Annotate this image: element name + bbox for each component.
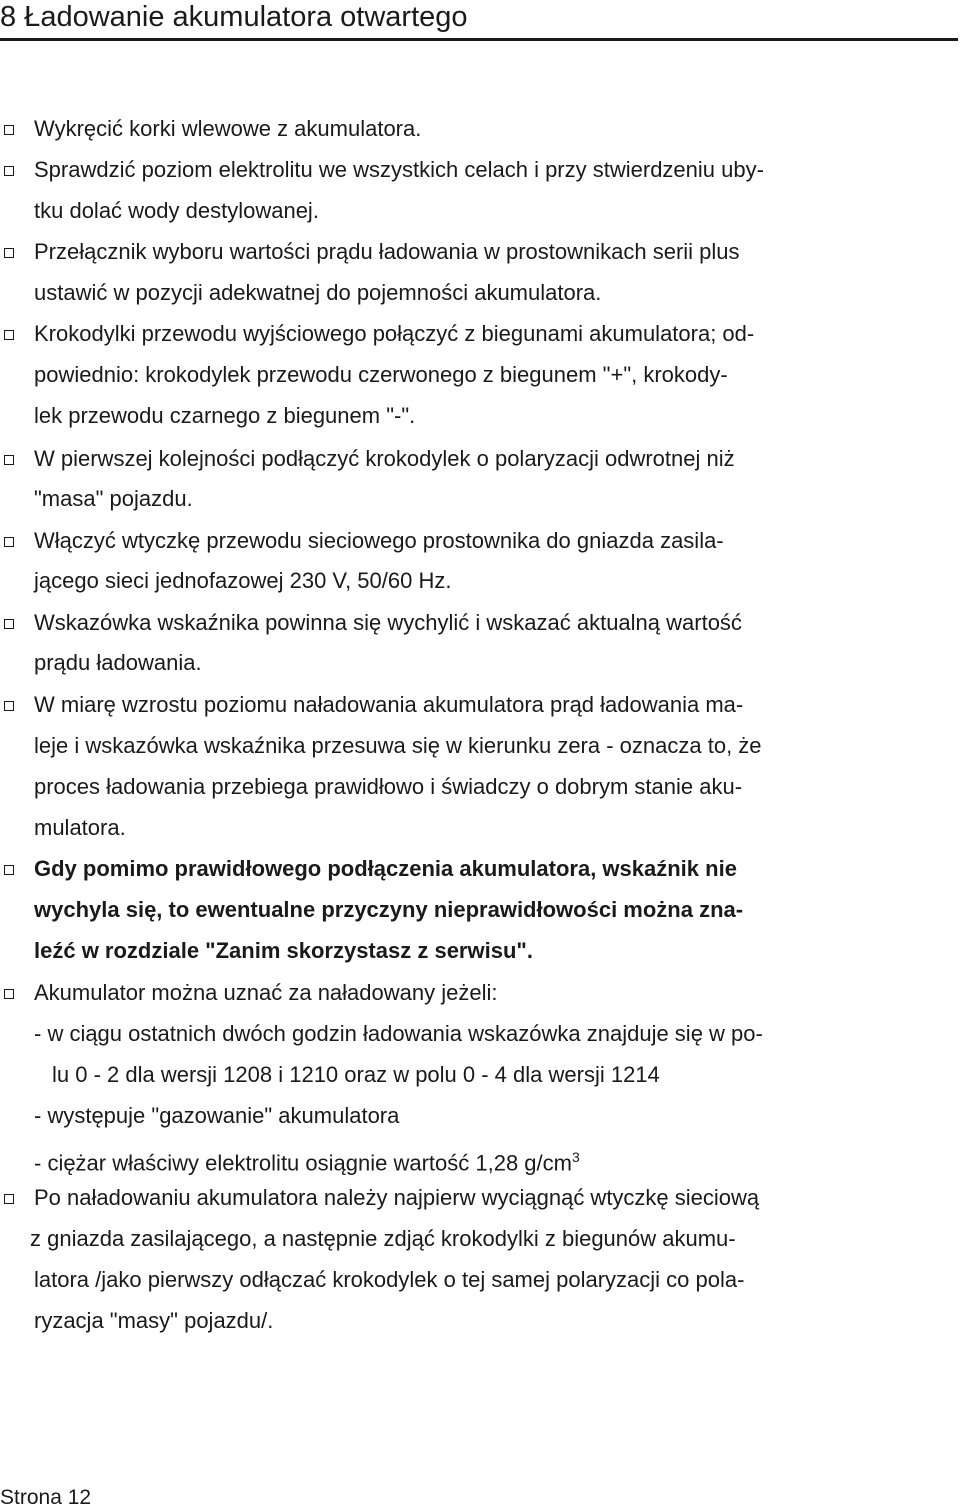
checkbox-bullet-icon	[4, 1194, 14, 1204]
item-line: W pierwszej kolejności podłączyć krokodylek o polaryzacji odwrotnej niż	[34, 446, 735, 471]
checkbox-bullet-icon	[4, 619, 14, 629]
page-number: Strona 12	[0, 1486, 92, 1509]
condition-line	[34, 1144, 580, 1176]
checkbox-bullet-icon	[4, 330, 14, 340]
item-line: ustawić w pozycji adekwatnej do pojemności akumulatora.	[34, 280, 602, 305]
checkbox-bullet-icon	[4, 537, 14, 547]
condition-line: lu 0 - 2 dla wersji 1208 i 1210 oraz w polu 0 - 4 dla wersji 1214	[52, 1062, 660, 1087]
item-line: jącego sieci jednofazowej 230 V, 50/60 Hz.	[34, 568, 452, 593]
item-line-bold: wychyla się, to ewentualne przyczyny nieprawidłowości można zna-	[34, 897, 744, 922]
checkbox-bullet-icon	[4, 166, 14, 176]
item-line-bold: leźć w rozdziale "Zanim skorzystasz z serwisu".	[34, 938, 533, 963]
condition-line: - w ciągu ostatnich dwóch godzin ładowania wskazówka znajduje się w po-	[34, 1021, 763, 1046]
item-line: ryzacja "masy" pojazdu/.	[34, 1308, 274, 1333]
checkbox-bullet-icon	[4, 701, 14, 711]
item-line: Wskazówka wskaźnika powinna się wychylić i wskazać aktualną wartość	[34, 610, 742, 635]
item-line: tku dolać wody destylowanej.	[34, 198, 319, 223]
item-line: lek przewodu czarnego z biegunem "-".	[34, 403, 416, 428]
item-line: Sprawdzić poziom elektrolitu we wszystkich celach i przy stwierdzeniu uby-	[34, 157, 764, 182]
item-line: latora /jako pierwszy odłączać krokodylek o tej samej polaryzacji co pola-	[34, 1267, 745, 1292]
item-line: mulatora.	[34, 815, 126, 840]
item-line: prądu ładowania.	[34, 650, 202, 675]
item-line: Włączyć wtyczkę przewodu sieciowego prostownika do gniazda zasila-	[34, 528, 724, 553]
item-line-bold: Gdy pomimo prawidłowego podłączenia akumulatora, wskaźnik nie	[34, 856, 737, 881]
checkbox-bullet-icon	[4, 248, 14, 258]
item-line: Po naładowaniu akumulatora należy najpierw wyciągnąć wtyczkę sieciową	[34, 1185, 760, 1210]
item-line: z gniazda zasilającego, a następnie zdjąć krokodylki z biegunów akumu-	[30, 1226, 736, 1251]
condition-line: - występuje "gazowanie" akumulatora	[34, 1103, 400, 1128]
item-line: Przełącznik wyboru wartości prądu ładowania w prostownikach serii plus	[34, 239, 740, 264]
item-line: Krokodylki przewodu wyjściowego połączyć z biegunami akumulatora; od-	[34, 321, 755, 346]
checkbox-bullet-icon	[4, 455, 14, 465]
item-line: Akumulator można uznać za naładowany jeżeli:	[34, 980, 498, 1005]
title-rule	[0, 38, 958, 41]
checkbox-bullet-icon	[4, 865, 14, 875]
checkbox-bullet-icon	[4, 125, 14, 135]
item-line: leje i wskazówka wskaźnika przesuwa się w kierunku zera - oznacza to, że	[34, 733, 762, 758]
item-line: Wykręcić korki wlewowe z akumulatora.	[34, 116, 422, 141]
item-line: "masa" pojazdu.	[34, 486, 193, 511]
page-title: 8 Ładowanie akumulatora otwartego	[0, 1, 468, 33]
item-line: W miarę wzrostu poziomu naładowania akumulatora prąd ładowania ma-	[34, 692, 744, 717]
superscript-exponent: 3	[571, 1149, 580, 1165]
item-line: proces ładowania przebiega prawidłowo i świadczy o dobrym stanie aku-	[34, 774, 743, 799]
checkbox-bullet-icon	[4, 989, 14, 999]
item-line: powiednio: krokodylek przewodu czerwonego z biegunem "+", krokody-	[34, 362, 728, 387]
condition-text: - ciężar właściwy elektrolitu osiągnie wartość 1,28 g/cm	[34, 1150, 572, 1176]
